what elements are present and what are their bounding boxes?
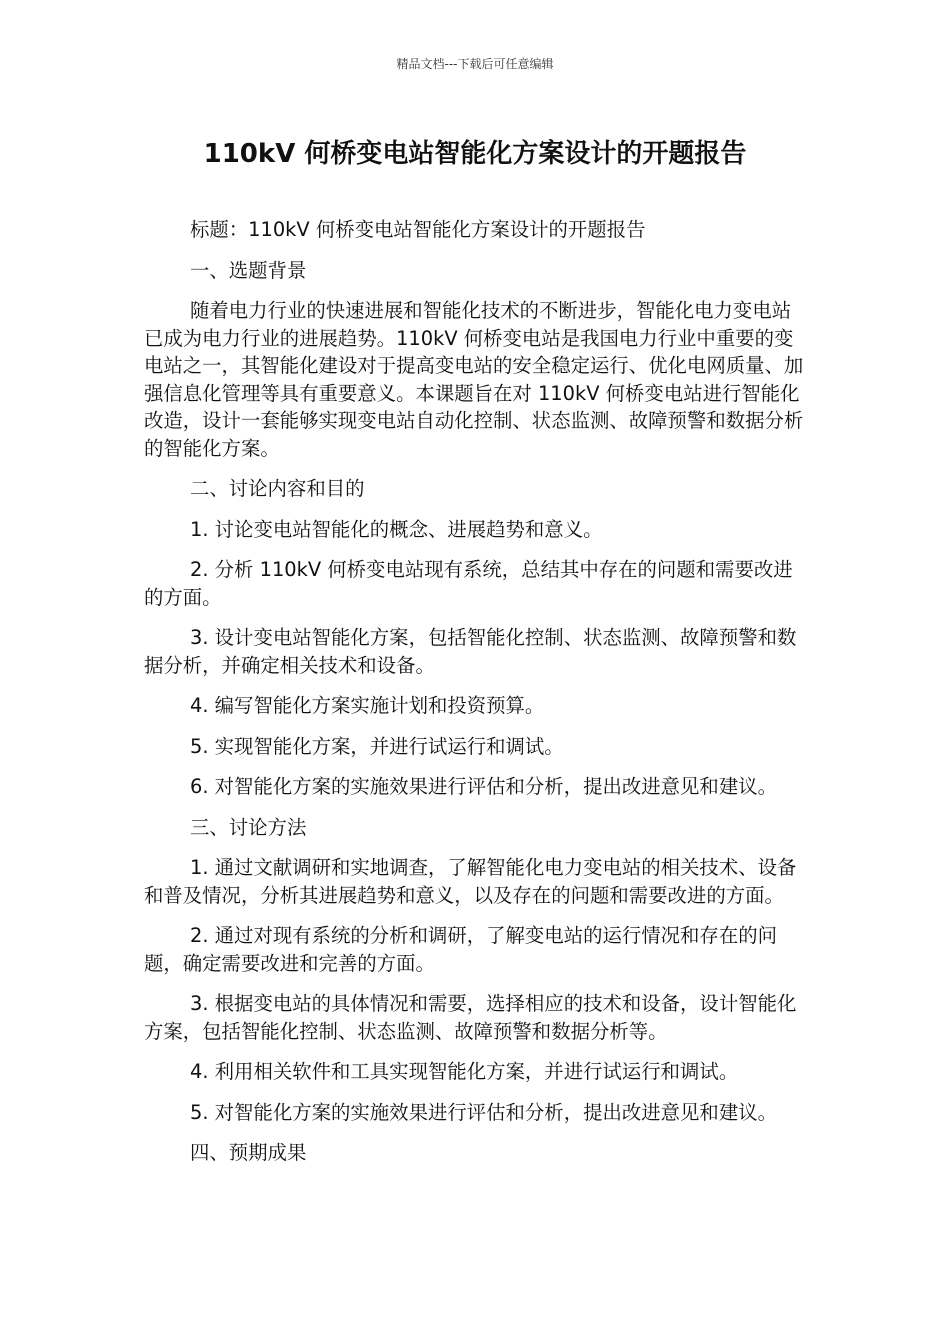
content-item-4: 4. 编写智能化方案实施计划和投资预算。 (190, 694, 545, 717)
method-item-3: 3. 根据变电站的具体情况和需要，选择相应的技术和设备，设计智能化方案，包括智能化控制、状态监测、故障预警和数据分析等。 (144, 992, 797, 1043)
content-item-3: 3. 设计变电站智能化方案，包括智能化控制、状态监测、故障预警和数据分析，并确定相关技术和设备。 (144, 626, 797, 677)
content-item-5: 5. 实现智能化方案，并进行试运行和调试。 (190, 734, 564, 758)
header-note: 精品文档---下载后可任意编辑 (396, 57, 554, 71)
section-heading-outcomes: 四、预期成果 (190, 1141, 307, 1164)
subject-line: 标题：110kV 何桥变电站智能化方案设计的开题报告 (190, 218, 646, 241)
method-item-2: 2. 通过对现有系统的分析和调研，了解变电站的运行情况和存在的问题，确定需要改进和完善的方面。 (144, 924, 777, 975)
document-title: 110kV 何桥变电站智能化方案设计的开题报告 (203, 139, 747, 169)
method-item-4: 4. 利用相关软件和工具实现智能化方案，并进行试运行和调试。 (190, 1060, 739, 1083)
document-body (144, 216, 810, 1167)
content-item-2: 2. 分析 110kV 何桥变电站现有系统，总结其中存在的问题和需要改进的方面。 (144, 558, 793, 609)
section-heading-background: 一、选题背景 (190, 258, 307, 282)
section-heading-method: 三、讨论方法 (190, 815, 307, 839)
content-item-1: 1. 讨论变电站智能化的概念、进展趋势和意义。 (190, 517, 603, 541)
background-paragraph: 随着电力行业的快速进展和智能化技术的不断进步，智能化电力变电站已成为电力行业的进展趋势。110kV 何桥变电站是我国电力行业中重要的变电站之一，其智能化建设对于提高变电站的安全稳定运行、优化电网质量、加强信息化管理等具有重要意义。本课题旨在对 110kV 何桥变电站进行智能化改造，设计一套能够实现变电站自动化控制、状态监测、故障预警和数据分析的智能化方案。 (144, 299, 804, 460)
method-item-1: 1. 通过文献调研和实地调查，了解智能化电力变电站的相关技术、设备和普及情况，分析其进展趋势和意义，以及存在的问题和需要改进的方面。 (144, 856, 797, 907)
content-item-6: 6. 对智能化方案的实施效果进行评估和分析，提出改进意见和建议。 (190, 775, 777, 798)
method-item-5: 5. 对智能化方案的实施效果进行评估和分析，提出改进意见和建议。 (190, 1100, 777, 1124)
section-heading-content: 二、讨论内容和目的 (190, 477, 365, 500)
